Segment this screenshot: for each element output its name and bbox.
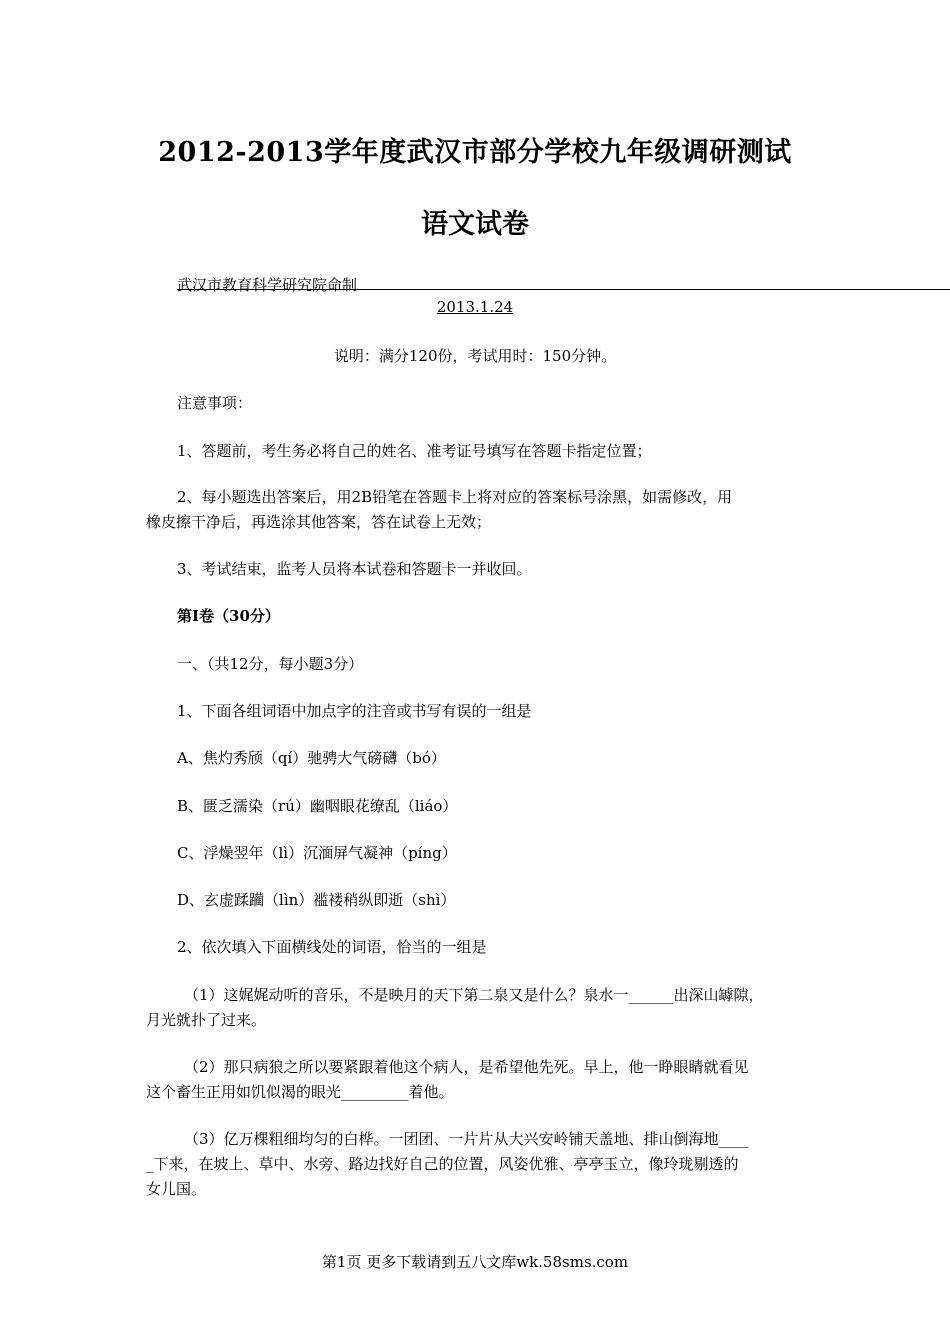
publisher: 武汉市教育科学研究院命制 xyxy=(177,276,358,294)
notice-item-2-line-1: 2、每小题选出答案后，用2B铅笔在答题卡上将对应的答案标号涂黑，如需修改，用 xyxy=(177,488,733,506)
question-2-sentence-3-line-3: 女儿国。 xyxy=(146,1180,207,1198)
question-1-option-d: D、玄虚蹂躏（lìn）褴褛稍纵即逝（shì） xyxy=(177,891,456,909)
header-divider xyxy=(177,289,950,290)
notice-item-1: 1、答题前，考生务必将自己的姓名、准考证号填写在答题卡指定位置； xyxy=(177,442,652,460)
question-1-stem: 1、下面各组词语中加点字的注音或书写有误的一组是 xyxy=(177,702,532,720)
section-title: 第Ⅰ卷（30分） xyxy=(177,607,280,625)
notice-heading: 注意事项： xyxy=(177,394,253,412)
question-2-stem: 2、依次填入下面横线处的词语，恰当的一组是 xyxy=(177,938,487,956)
exam-date xyxy=(0,298,950,316)
exam-date-text: 2013.1.24 xyxy=(436,298,514,316)
question-2-sentence-1-line-2: 月光就扑了过来。 xyxy=(146,1011,267,1029)
exam-title: 2012-2013学年度武汉市部分学校九年级调研测试 xyxy=(158,137,792,168)
question-2-sentence-3-line-1: （3）亿万棵粗细均匀的白桦。一团团、一片片从大兴安岭铺天盖地、排山倒海地____ xyxy=(184,1130,749,1148)
question-1-option-c: C、浮燥翌年（lì）沉湎屏气凝神（píng） xyxy=(177,844,457,862)
exam-subtitle: 语文试卷 xyxy=(421,209,529,240)
notice-item-3: 3、考试结束，监考人员将本试卷和答题卡一并收回。 xyxy=(177,560,532,578)
question-2-sentence-1-line-1: （1）这娓娓动听的音乐，不是映月的天下第二泉又是什么？泉水一______出深山罅隙， xyxy=(184,986,764,1004)
question-2-sentence-2-line-1: （2）那只病狼之所以要紧跟着他这个病人，是希望他先死。早上，他一睁眼睛就看见 xyxy=(184,1058,749,1076)
exam-note: 说明：满分120份，考试用时：150分钟。 xyxy=(333,347,617,365)
page-footer: 第1页 更多下载请到五八文库wk.58sms.com xyxy=(321,1253,629,1271)
question-1-option-a: A、焦灼秀颀（qí）驰骋大气磅礴（bó） xyxy=(177,749,446,767)
question-2-sentence-2-line-2: 这个畜生正用如饥似渴的眼光_________着他。 xyxy=(146,1083,454,1101)
notice-item-2-line-2: 橡皮擦干净后，再选涂其他答案，答在试卷上无效； xyxy=(146,513,492,531)
part-one-heading: 一、（共12分，每小题3分） xyxy=(177,655,364,673)
question-1-option-b: B、匮乏濡染（rú）幽咽眼花缭乱（liáo） xyxy=(177,797,458,815)
question-2-sentence-3-line-2: _下来，在坡上、草中、水旁、路边找好自己的位置，风姿优雅、亭亭玉立，像玲珑剔透的 xyxy=(146,1155,739,1173)
